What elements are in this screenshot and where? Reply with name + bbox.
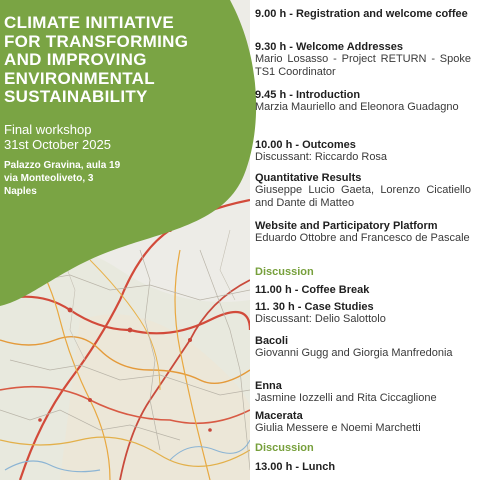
program-item (255, 301, 471, 326)
program-item-detail: Mario Losasso - Project RETURN - Spoke TS1 Coordinator (255, 53, 471, 78)
program-item-detail: Eduardo Ottobre and Francesco de Pascale (255, 232, 470, 245)
program-item (255, 410, 471, 435)
event-date: 31st October 2025 (4, 137, 111, 152)
venue-line-1: Palazzo Gravina, aula 19 (4, 160, 121, 171)
program-item-detail: Discussant: Riccardo Rosa (255, 151, 388, 164)
program-item (255, 8, 471, 20)
program-item-detail: Marzia Mauriello and Eleonora Guadagno (255, 101, 459, 114)
program-item-heading: Enna (255, 380, 282, 392)
program-item-heading: 9.00 h - Registration and welcome coffee (255, 8, 468, 20)
program-item-heading: Bacoli (255, 335, 289, 347)
program-item (255, 220, 471, 245)
program-item-detail: Giuseppe Lucio Gaeta, Lorenzo Cicatiello and Dante di Matteo (255, 184, 471, 209)
program-item-detail: Jasmine Iozzelli and Rita Ciccaglione (255, 392, 437, 405)
program-item-heading: 13.00 h - Lunch (255, 461, 336, 473)
event-venue (4, 159, 174, 198)
program-item-heading: 9.45 h - Introduction (255, 89, 361, 101)
venue-line-2: via Monteoliveto, 3 (4, 173, 94, 184)
program-item-heading: Macerata (255, 410, 303, 422)
program-item-heading: Website and Participatory Platform (255, 220, 438, 232)
event-subtitle: Final workshop (4, 122, 92, 137)
program-item-heading: 11. 30 h - Case Studies (255, 301, 374, 313)
program-item-detail: Giulia Messere e Noemi Marchetti (255, 422, 421, 435)
program-item (255, 89, 471, 114)
program-item (255, 139, 471, 164)
program-item (255, 380, 471, 405)
venue-line-3: Naples (4, 186, 37, 197)
program-item (255, 172, 471, 209)
program-item (255, 41, 471, 78)
program-item-detail: Discussant: Delio Salottolo (255, 313, 386, 326)
program-item (255, 335, 471, 360)
program-item-heading: 9.30 h - Welcome Addresses (255, 41, 403, 53)
program-item-heading: 10.00 h - Outcomes (255, 139, 356, 151)
program-item (255, 284, 471, 296)
discussion-label: Discussion (255, 266, 314, 278)
program-item-heading: Quantitative Results (255, 172, 362, 184)
discussion-label: Discussion (255, 442, 314, 454)
program-item-heading: 11.00 h - Coffee Break (255, 284, 370, 296)
program-item-detail: Giovanni Gugg and Giorgia Manfredonia (255, 347, 453, 360)
event-title: CLIMATE INITIATIVE FOR TRANSFORMING AND IMPROVING ENVIRONMENTAL SUSTAINABILITY (4, 13, 189, 106)
program-item (255, 461, 471, 473)
